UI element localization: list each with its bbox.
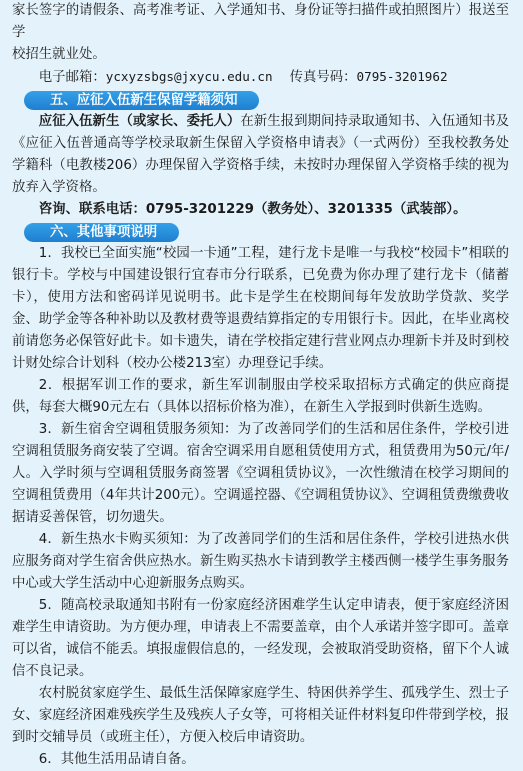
intro-line-2: 校招生就业处。 bbox=[12, 47, 106, 62]
section-5-body: 在新生报到期间持录取通知书、入伍通知书及《应征入伍普通高等学校录取新生保留入学资格申请表》（一式两份）至我校教务处学籍科（电教楼206）办理保留入学资格手续，未按时办理保留入学资格手续的视为放弃入学资格。 bbox=[12, 114, 510, 195]
section-6-item-3: 3．新生宿舍空调租赁服务须知：为了改善同学们的生活和居住条件，学校引进空调租赁服务商安装了空调。宿舍空调采用自愿租赁使用方式，租赁费用为50元/年/人。入学时须与空调租赁服务商签署《空调租赁协议》，一次性缴清在校学习期间的空调租赁费用（4年共计200元）。空调遥控器、《空调租赁协议》、空调租赁费缴费收据请妥善保管，切勿遗失。 bbox=[12, 422, 509, 525]
fax-label: 传真号码： bbox=[289, 70, 357, 85]
fax-value: 0795-3201962 bbox=[356, 69, 448, 84]
section-5-bold-lead: 应征入伍新生（或家长、委托人） bbox=[38, 114, 241, 129]
section-5-contact bbox=[12, 199, 509, 221]
section-5-contact-label: 咨询、联系电话： bbox=[38, 202, 146, 217]
email-value: ycxyzsbgs@jxycu.edu.cn bbox=[105, 69, 273, 84]
section-6-item-6: 6．其他生活用品请自备。 bbox=[38, 752, 195, 767]
contact-info-line bbox=[12, 66, 509, 89]
email-label: 电子邮箱： bbox=[38, 70, 106, 85]
section-6-header-row bbox=[12, 221, 509, 243]
section-5-paragraph bbox=[12, 111, 509, 199]
section-5-header-row bbox=[12, 89, 509, 111]
section-6-item-2: 2．根据军训工作的要求，新生军训制服由学校采取招标方式确定的供应商提供，每套大概90元左右（具体以招标价格为准），在新生入学报到时供新生选购。 bbox=[12, 378, 509, 415]
section-5-title: 五、应征入伍新生保留学籍须知 bbox=[24, 91, 259, 110]
section-6-item-5: 5．随高校录取通知书附有一份家庭经济困难学生认定申请表，便于家庭经济困难学生申请资助。为方便办理，申请表上不需要盖章，由个人承诺并签字即可。盖章可以省，诚信不能丢。填报虚假信息的，一经发现，会被取消受助资格，留下个人诚信不良记录。 bbox=[12, 598, 509, 679]
intro-line-1: 家长签字的请假条、高考准考证、入学通知书、身份证等扫描件或拍照图片）报送至学 bbox=[12, 3, 509, 40]
section-6-item-4: 4．新生热水卡购买须知：为了改善同学们的生活和居住条件，学校引进热水供应服务商对学生宿舍供应热水。新生购买热水卡请到教学主楼西侧一楼学生事务服务中心或大学生活动中心迎新服务点购买。 bbox=[12, 532, 509, 591]
section-6-item-5-continued: 农村脱贫家庭学生、最低生活保障家庭学生、特困供养学生、孤残学生、烈士子女、家庭经济困难残疾学生及残疾人子女等，可将相关证件材料复印件带到学校，报到时交辅导员（或班主任），方便入校后申请资助。 bbox=[12, 686, 509, 745]
section-5-contact-phones: 0795-3201229（教务处）、3201335（武装部）。 bbox=[145, 202, 467, 217]
section-6-title: 六、其他事项说明 bbox=[24, 223, 179, 242]
section-6-item-1: 1．我校已全面实施“校园一卡通”工程，建行龙卡是唯一与我校“校园卡”相联的银行卡。学校与中国建设银行宜春市分行联系，已免费为你办理了建行龙卡（储蓄卡），使用方法和密码详见说明书。此卡是学生在校期间每年发放助学贷款、奖学金、助学金等各种补助以及教材费等退费结算指定的专用银行卡。因此，在毕业离校前请您务必保管好此卡。如卡遗失，请在学校指定建行营业网点办理新卡并及时到校计财处综合计划科（校办公楼213室）办理登记手续。 bbox=[12, 246, 509, 371]
